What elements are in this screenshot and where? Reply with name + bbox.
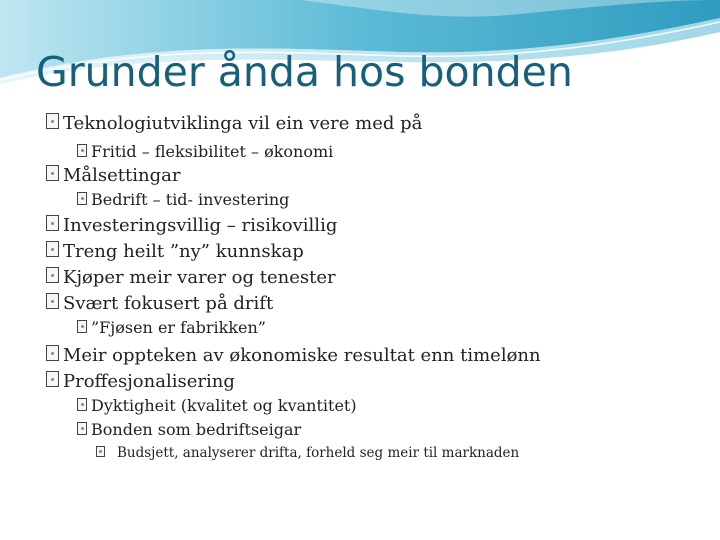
bullet-text: Budsjett, analyserer drifta, forheld seg meir til marknaden <box>117 445 520 461</box>
missing-glyph-box-icon <box>77 144 87 157</box>
bullet-text: Proffesjonalisering <box>63 371 235 392</box>
bullet-item <box>46 266 336 290</box>
bullet-item <box>77 396 357 416</box>
bullet-text: Treng heilt ”ny” kunnskap <box>63 241 304 262</box>
missing-glyph-box-icon <box>46 113 59 129</box>
bullet-item <box>46 164 180 188</box>
bullet-item <box>96 444 519 462</box>
bullet-text: Dyktigheit (kvalitet og kvantitet) <box>91 396 357 415</box>
bullet-item <box>46 370 235 394</box>
bullet-text: Svært fokusert på drift <box>63 293 274 314</box>
bullet-text: Meir oppteken av økonomiske resultat enn timelønn <box>63 345 541 366</box>
bullet-text: Målsettingar <box>63 165 181 186</box>
missing-glyph-box-icon <box>77 192 87 205</box>
missing-glyph-box-icon <box>46 345 59 361</box>
missing-glyph-box-icon <box>46 371 59 387</box>
bullet-text: Kjøper meir varer og tenester <box>63 267 336 288</box>
missing-glyph-box-icon <box>77 422 87 435</box>
page-title: Grunder ånda hos bonden <box>36 48 573 96</box>
bullet-item <box>46 344 541 368</box>
bullet-text: Investeringsvillig – risikovillig <box>63 215 338 236</box>
bullet-text: ”Fjøsen er fabrikken” <box>91 318 266 337</box>
bullet-text: Fritid – fleksibilitet – økonomi <box>91 142 334 161</box>
missing-glyph-box-icon <box>77 320 87 333</box>
bullet-item <box>46 112 422 136</box>
bullet-text: Teknologiutviklinga vil ein vere med på <box>63 113 423 134</box>
missing-glyph-box-icon <box>96 446 105 457</box>
missing-glyph-box-icon <box>46 267 59 283</box>
bullet-item <box>46 214 337 238</box>
bullet-item <box>46 292 273 316</box>
bullet-text: Bedrift – tid- investering <box>91 190 290 209</box>
missing-glyph-box-icon <box>77 398 87 411</box>
bullet-item <box>46 240 304 264</box>
bullet-item <box>77 142 333 162</box>
bullet-item <box>77 318 266 338</box>
missing-glyph-box-icon <box>46 241 59 257</box>
bullet-text: Bonden som bedriftseigar <box>91 420 302 439</box>
bullet-item <box>77 420 301 440</box>
bullet-item <box>77 190 289 210</box>
missing-glyph-box-icon <box>46 293 59 309</box>
missing-glyph-box-icon <box>46 215 59 231</box>
missing-glyph-box-icon <box>46 165 59 181</box>
